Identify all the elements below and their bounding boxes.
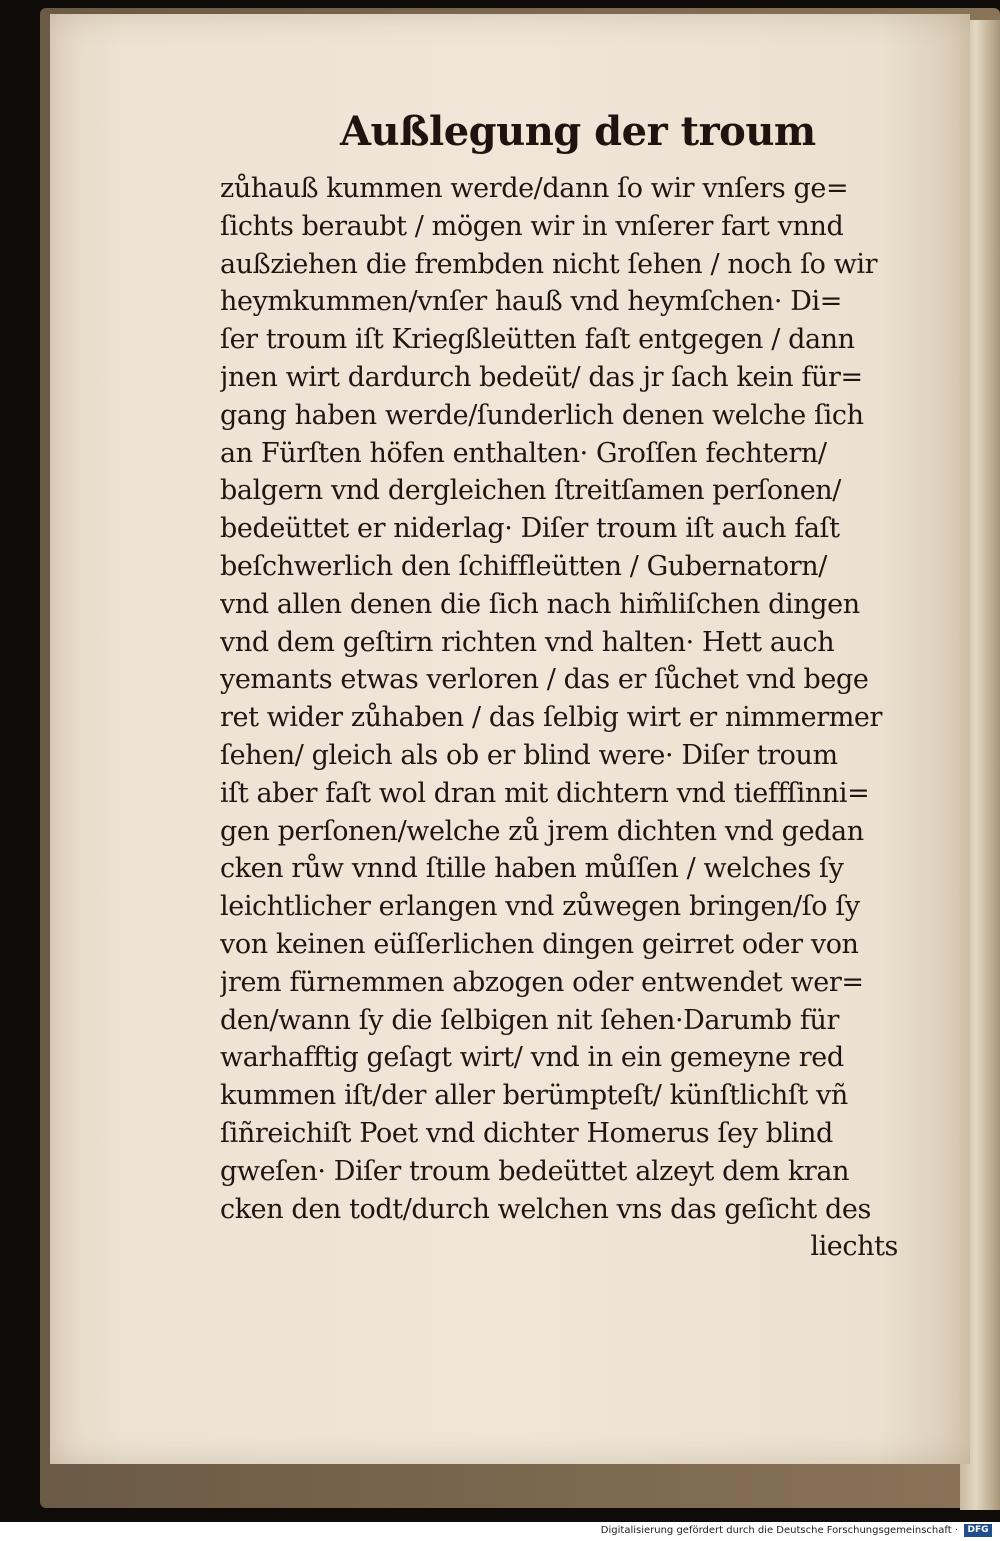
text-line: beſchwerlich den ſchiffleütten / Gubernatorn/ (220, 550, 827, 582)
text-line: leichtlicher erlangen vnd zůwegen bringen/ſo ſy (220, 891, 860, 923)
text-line: cken den todt/durch welchen vns das geſicht des (220, 1193, 871, 1225)
text-line: ret wider zůhaben / das ſelbig wirt er nimmermer (220, 702, 882, 734)
text-line: außziehen die frembden nicht ſehen / noch ſo wir (220, 248, 878, 280)
text-line: cken růw vnnd ſtille haben můſſen / welches ſy (220, 853, 844, 885)
funding-credit: Digitalisierung gefördert durch die Deutsche Forschungsgemeinschaft · (600, 1525, 958, 1536)
text-line: ſichts beraubt / mögen wir in vnſerer fart vnnd (220, 210, 844, 242)
text-line: zůhauß kummen werde/dann ſo wir vnſers ge= (220, 173, 849, 204)
text-line: ſiñreichiſt Poet vnd dichter Homerus ſey blind (220, 1117, 833, 1149)
text-line: vnd dem geſtirn richten vnd halten· Hett auch (220, 626, 835, 658)
body-text (220, 170, 920, 1266)
text-line: gang haben werde/ſunderlich denen welche ſich (220, 399, 864, 431)
text-line: warhafftig geſagt wirt/ vnd in ein gemeyne red (220, 1042, 844, 1074)
text-line: gweſen· Diſer troum bedeüttet alzeyt dem kran (220, 1155, 850, 1187)
text-line: den/wann ſy die ſelbigen nit ſehen·Darumb für (220, 1004, 839, 1036)
running-header: Außlegung der troum (340, 108, 816, 155)
text-line: ſehen/ gleich als ob er blind were· Diſer troum (220, 739, 838, 771)
text-line: an Fürſten höfen enthalten· Groſſen fechtern/ (220, 437, 827, 469)
catchword: liechts (810, 1231, 898, 1263)
dfg-logo: DFG (964, 1524, 992, 1537)
text-line: iſt aber faſt wol dran mit dichtern vnd tieffſinni= (220, 777, 870, 809)
text-line: jnen wirt dardurch bedeüt/ das jr ſach kein für= (220, 361, 863, 393)
text-line: von keinen eüſſerlichen dingen geirret oder von (220, 928, 859, 960)
text-line: bedeüttet er niderlag· Diſer troum iſt auch faſt (220, 513, 840, 545)
text-line: balgern vnd dergleichen ſtreitſamen perſonen/ (220, 475, 841, 507)
text-line: kummen iſt/der aller berümpteſt/ künſtlichſt vñ (220, 1080, 848, 1112)
text-line: jrem fürnemmen abzogen oder entwendet wer= (220, 966, 864, 998)
text-line: ſer troum iſt Kriegßleütten faſt entgegen / dann (220, 324, 855, 356)
text-line: gen perſonen/welche zů jrem dichten vnd gedan (220, 815, 864, 847)
text-line: heymkummen/vnſer hauß vnd heymſchen· Di= (220, 286, 842, 318)
text-line: yemants etwas verloren / das er ſůchet vnd bege (220, 664, 869, 696)
text-line: vnd allen denen die ſich nach him̃liſchen dingen (220, 588, 860, 620)
